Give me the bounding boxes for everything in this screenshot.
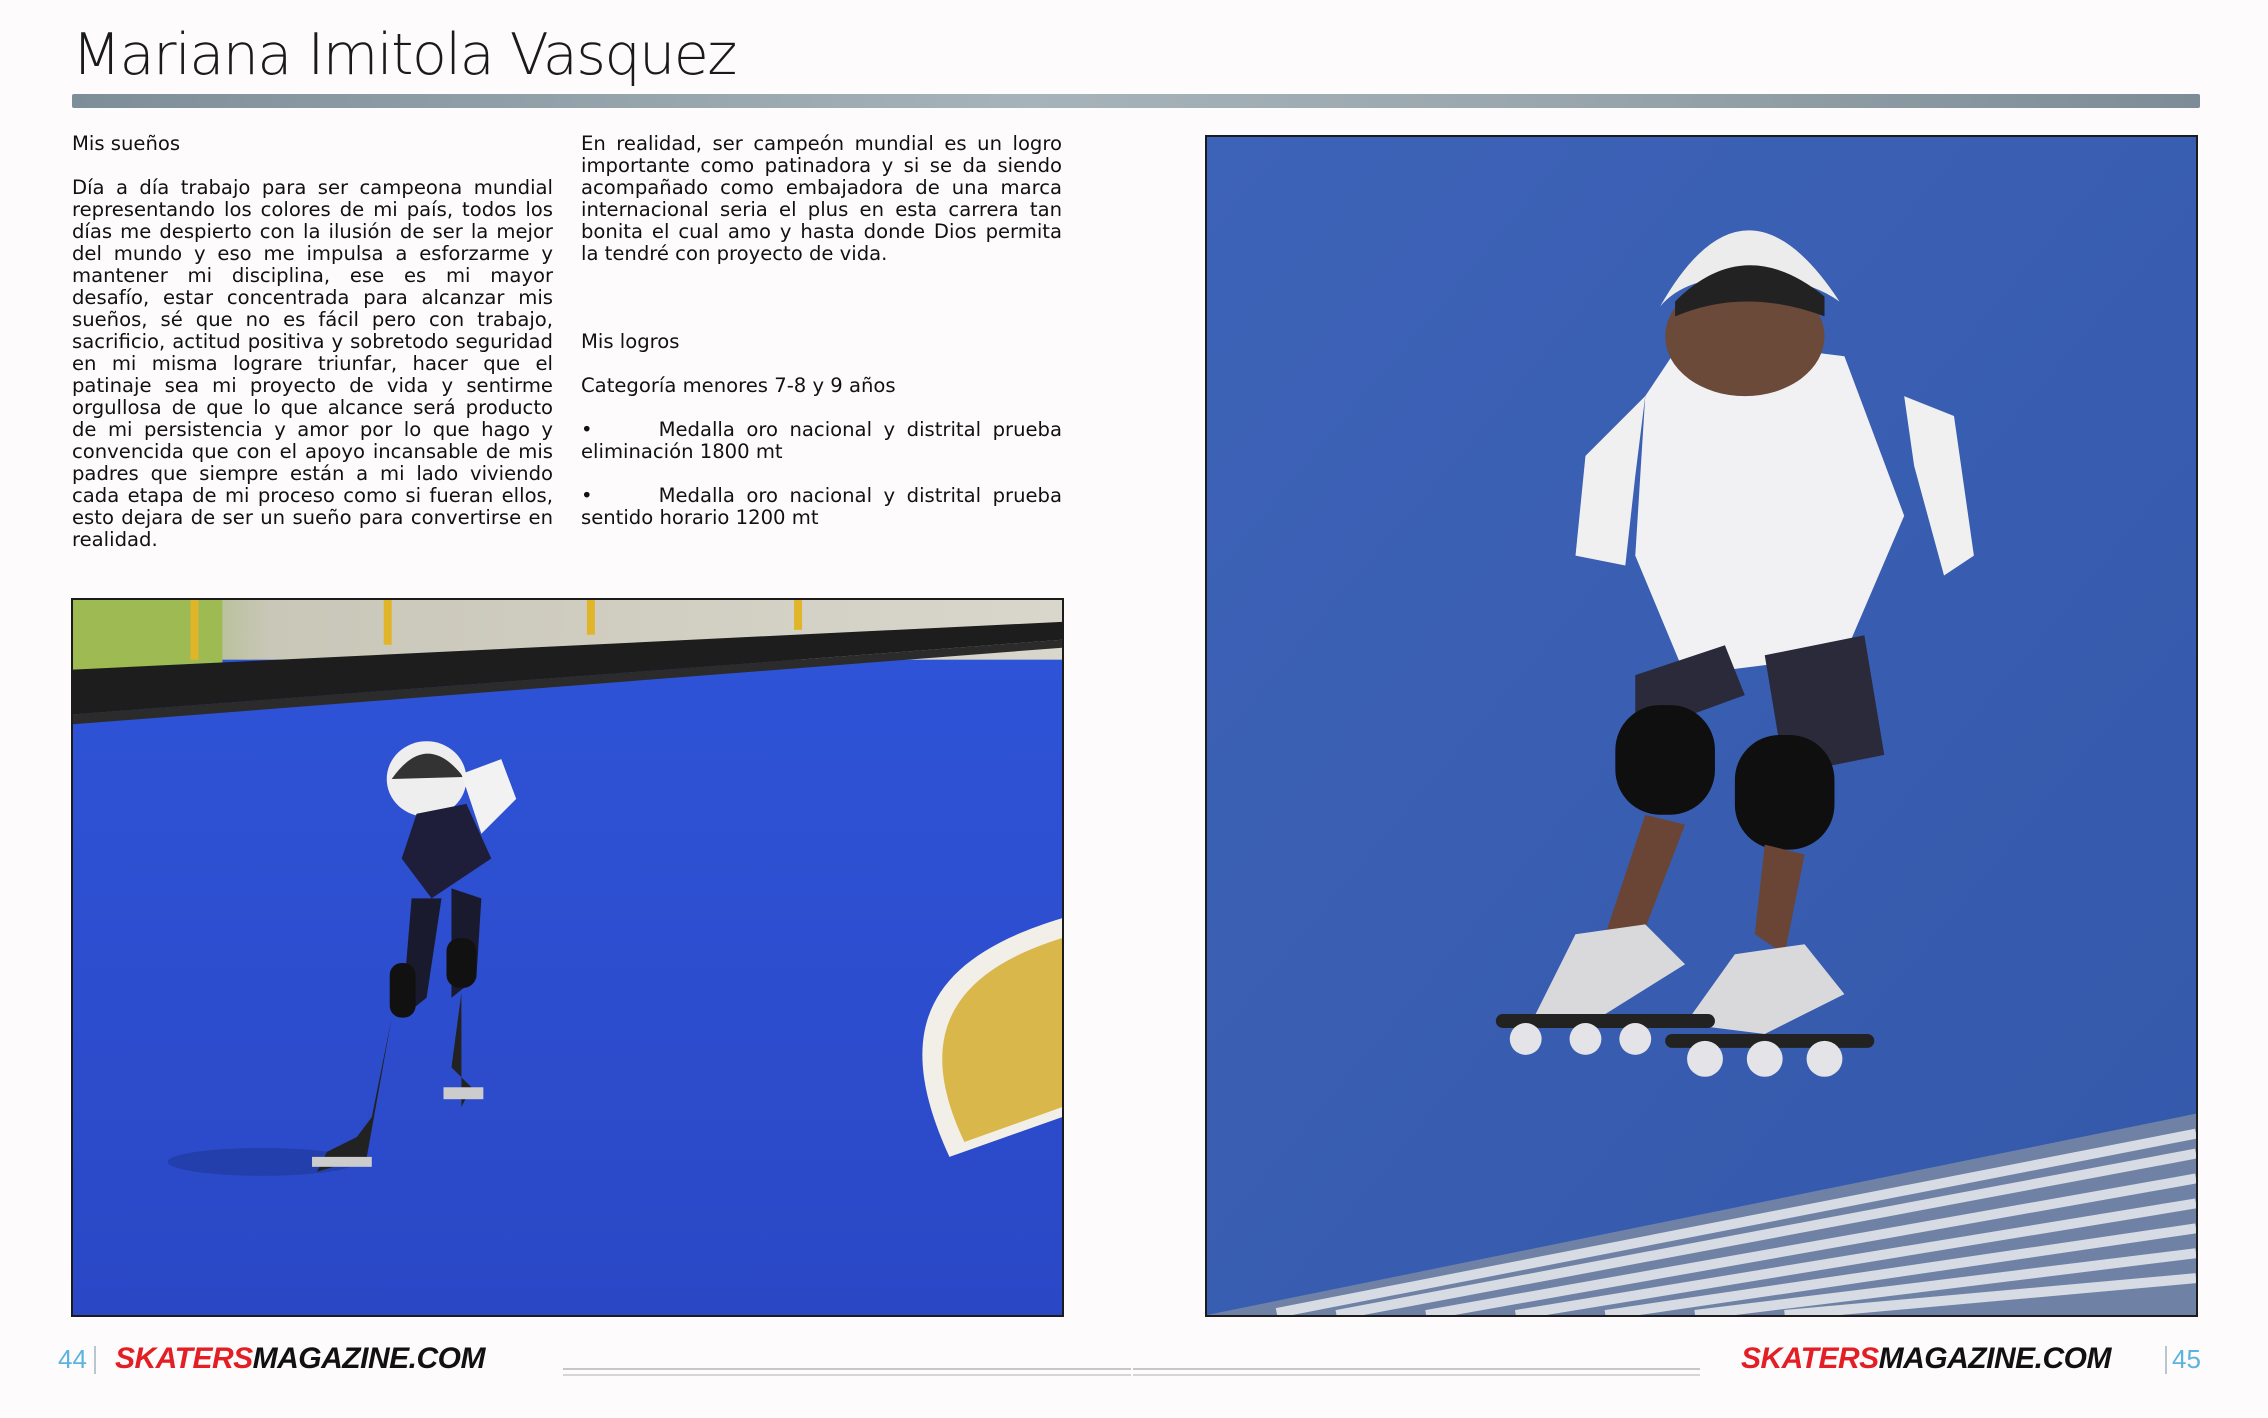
achievement-text: Medalla oro nacional y distrital prueba eliminación 1800 mt [581, 418, 1062, 463]
dreams-body: Día a día trabajo para ser campeona mundial representando los colores de mi país, todos los días me despierto con la ilusión de ser la mejor del mundo y eso me impulsa a esforzarme y mantener mi disciplina, ese es mi mayor desafío, estar concentrada para alcanzar mis sueños, sé que no es fácil pero con trabajo, sacrificio, actitud positiva y sobretodo seguridad en mi misma lograre triunfar, hacer que el patinaje sea mi proyecto de vida y sentirme orgullosa de que lo que alcance será producto de mi persistencia y amor por lo que hago y convencida que con el apoyo incansable de mis padres que siempre están a mi lado viviendo cada etapa de mi proceso como si fueran ellos, esto dejara de ser un sueño para convertirse en realidad. [72, 176, 553, 551]
left-text-column [72, 133, 553, 551]
left-page-number: 44 [58, 1344, 87, 1374]
skater-rink-illustration [73, 600, 1062, 1315]
middle-text-column [581, 133, 1062, 529]
footer-rule-left [563, 1368, 1131, 1376]
skater-rink-photo [71, 598, 1064, 1317]
bullet-icon: • [581, 484, 593, 507]
brand-logo-right: SKATERSMAGAZINE.COM [1741, 1342, 2111, 1375]
skater-closeup-photo [1205, 135, 2198, 1317]
bullet-icon: • [581, 418, 593, 441]
footer-rule-right [1133, 1368, 1700, 1376]
category-text: Categoría menores 7-8 y 9 años [581, 374, 896, 397]
right-page-divider [2165, 1346, 2167, 1374]
achievement-item [581, 419, 1062, 463]
champion-paragraph: En realidad, ser campeón mundial es un logro importante como patinadora y si se da siendo acompañado como embajadora de una marca internacional seria el plus en esta carrera tan bonita el cual amo y hasta donde Dios permita la tendré con proyecto de vida. [581, 132, 1062, 265]
achievement-text: Medalla oro nacional y distrital prueba sentido horario 1200 mt [581, 484, 1062, 529]
title-underline-bar [72, 94, 2200, 108]
brand-logo-left: SKATERSMAGAZINE.COM [115, 1342, 485, 1375]
achievements-heading: Mis logros [581, 330, 680, 353]
left-page-divider [94, 1346, 96, 1374]
dreams-heading: Mis sueños [72, 132, 181, 155]
skater-closeup-illustration [1207, 137, 2196, 1315]
page-title: Mariana Imitola Vasquez [72, 22, 736, 88]
achievement-item [581, 485, 1062, 529]
right-page-number: 45 [2172, 1344, 2201, 1374]
